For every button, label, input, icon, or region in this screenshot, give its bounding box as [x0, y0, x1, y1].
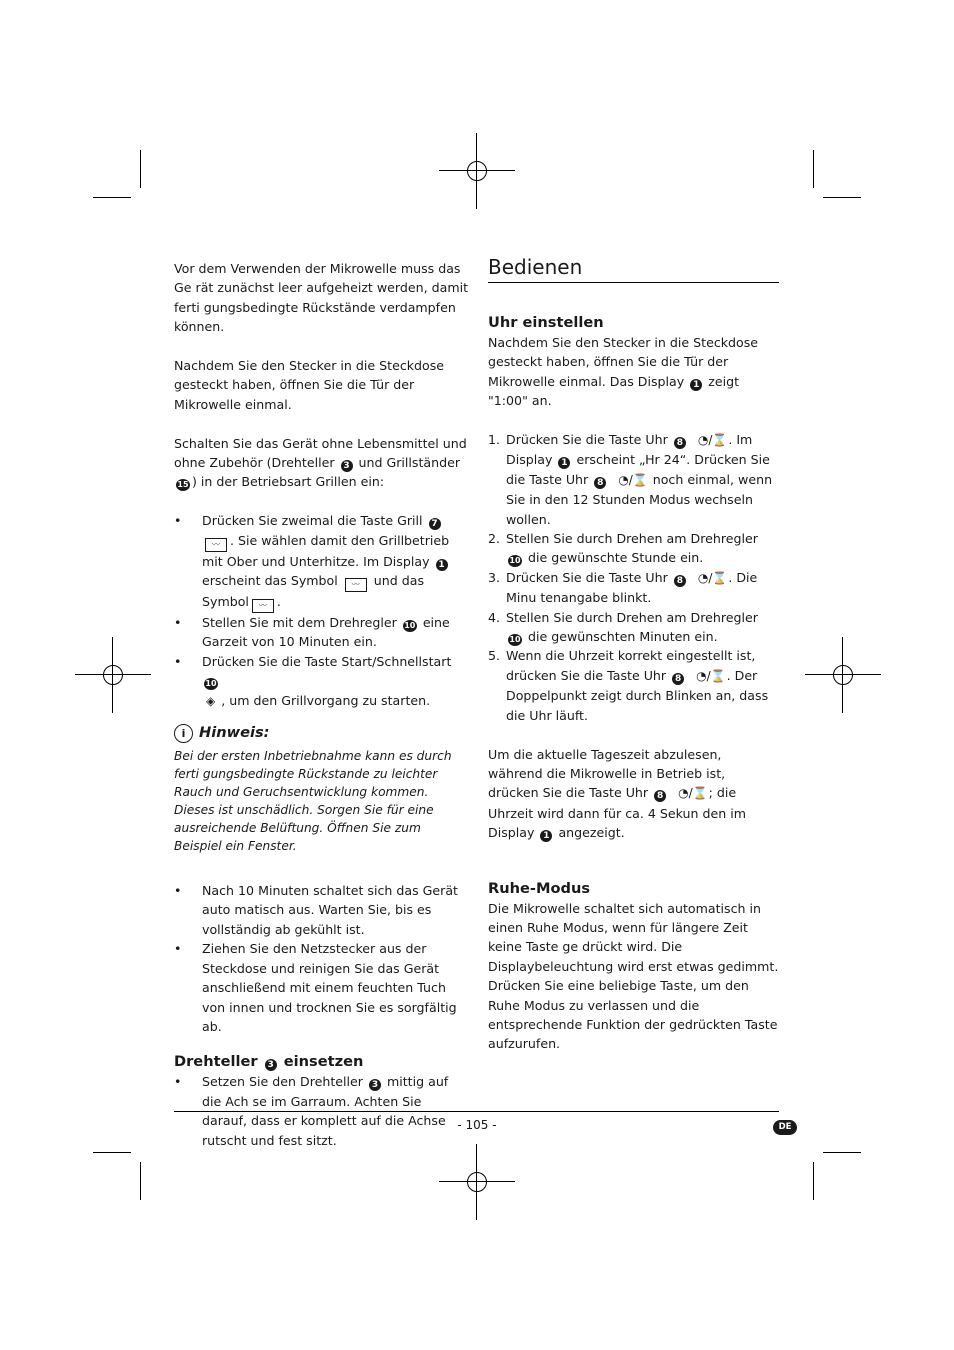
- note-heading: i Hinweis:: [174, 723, 469, 743]
- grill-icon: 〰: [205, 538, 227, 552]
- ref-badge-8: 8: [594, 477, 606, 489]
- list-item: 3. Drücken Sie die Taste Uhr 8 ◔/⌛. Die Minu tenangabe blinkt.: [488, 569, 758, 606]
- ref-badge-8: 8: [672, 673, 684, 685]
- section-heading: Drehteller 3 einsetzen: [174, 1053, 364, 1071]
- ref-badge-8: 8: [674, 575, 686, 587]
- paragraph: Um die aktuelle Tageszeit abzulesen, während die Mikrowelle in Betrieb ist, drücken Sie die Taste Uhr 8 ◔/⌛; die Uhrzeit wird dann für ca. 4 Sekun den im Display 1 angezeigt.: [488, 746, 746, 842]
- list-item: 2. Stellen Sie durch Drehen am Drehregler 10 die gewünschte Stunde ein.: [488, 531, 758, 566]
- grill-symbol-icon: 〰: [345, 578, 367, 592]
- ref-badge-3: 3: [341, 460, 353, 472]
- paragraph: Nachdem Sie den Stecker in die Steckdose gesteckt haben, öffnen Sie die Tür der Mikrowelle einmal. Das Display 1 zeigt "1:00" an.: [488, 335, 759, 409]
- clock-timer-icon: ◔/⌛: [696, 668, 726, 683]
- note-text: Bei der ersten Inbetriebnahme kann es durch ferti gungsbedingte Rückstande zu leichter Rauch und Geruchsentwicklung kommen. Dieses ist unschädlich. Sorgen Sie für eine ausreichende Belüftung. Öffnen Sie zum Beispiel ein Fenster.: [174, 749, 452, 854]
- clock-timer-icon: ◔/⌛: [697, 570, 728, 585]
- crop-mark: [93, 1152, 131, 1153]
- clock-timer-icon: ◔/⌛: [678, 786, 708, 801]
- list-item: • Drücken Sie zweimal die Taste Grill 7 〰 . Sie wählen damit den Grillbetrieb mit Ober und Unterhitze. Im Display 1 erscheint das Symbol 〰 und das Symbol 〰 .: [174, 511, 469, 613]
- start-icon: ◈: [206, 693, 216, 708]
- ref-badge-7: 7: [429, 518, 441, 530]
- ref-badge-1: 1: [690, 379, 702, 391]
- list-item: • Nach 10 Minuten schaltet sich das Gerät auto matisch aus. Warten Sie, bis es vollständig ab gekühlt ist.: [174, 881, 469, 939]
- chapter-title: Bedienen: [488, 254, 779, 283]
- paragraph: Vor dem Verwenden der Mikrowelle muss das Ge rät zunächst leer aufgeheizt werden, damit ferti gungsbedingte Rückstände verdampfen können.: [174, 261, 469, 335]
- list-item: • Drücken Sie die Taste Start/Schnellstart 10 ◈ , um den Grillvorgang zu starten.: [174, 652, 469, 711]
- crop-mark: [813, 150, 814, 188]
- ref-badge-1: 1: [436, 559, 448, 571]
- left-column: [174, 259, 469, 1150]
- ref-badge-10: 10: [205, 679, 217, 689]
- instruction-list: [174, 881, 469, 1036]
- instruction-list: [174, 511, 469, 711]
- clock-timer-icon: ◔/⌛: [618, 472, 648, 487]
- list-item: 5. Wenn die Uhrzeit korrekt eingestellt ist, drücken Sie die Taste Uhr 8 ◔/⌛. Der Doppelpunkt zeigt durch Blinken an, dass die Uhr läuft.: [488, 648, 769, 723]
- list-item: • Ziehen Sie den Netzstecker aus der Steckdose und reinigen Sie das Gerät anschließend mit einem feuchten Tuch von innen und trocknen Sie es sorgfältig ab.: [174, 939, 469, 1036]
- ref-badge-1: 1: [558, 457, 570, 469]
- registration-mark-right: [805, 637, 881, 713]
- page-number: - 105 -: [457, 1118, 497, 1132]
- registration-mark-left: [75, 637, 151, 713]
- registration-mark-bottom: [439, 1144, 515, 1220]
- footer-divider: [174, 1111, 779, 1112]
- ref-badge-10: 10: [509, 556, 521, 566]
- list-item: 4. Stellen Sie durch Drehen am Drehregler 10 die gewünschten Minuten ein.: [488, 609, 758, 645]
- crop-mark: [140, 150, 141, 188]
- ref-badge-10: 10: [509, 635, 521, 645]
- ref-badge-3: 3: [265, 1059, 277, 1071]
- ref-badge-1: 1: [540, 830, 552, 842]
- clock-timer-icon: ◔/⌛: [697, 433, 728, 448]
- ref-badge-15: 15: [177, 480, 189, 490]
- ref-badge-8: 8: [674, 437, 686, 449]
- crop-mark: [813, 1162, 814, 1200]
- grill-wave-icon: 〰: [252, 599, 274, 613]
- ref-badge-3: 3: [369, 1079, 381, 1091]
- crop-mark: [823, 197, 861, 198]
- ref-badge-8: 8: [654, 790, 666, 802]
- list-item: • Stellen Sie mit dem Drehregler 10 eine Garzeit von 10 Minuten ein.: [174, 613, 469, 652]
- paragraph: Schalten Sie das Gerät ohne Lebensmittel und ohne Zubehör (Drehteller 3 und Grillständer 15 ) in der Betriebsart Grillen ein:: [174, 435, 467, 490]
- crop-mark: [823, 1152, 861, 1153]
- language-badge: DE: [773, 1120, 797, 1135]
- list-item: • Setzen Sie den Drehteller 3 mittig auf die Ach se im Garraum. Achten Sie darauf, dass er komplett auf die Achse rutscht und fest sitzt.: [174, 1072, 469, 1150]
- steps-list: [488, 430, 779, 725]
- section-heading: Ruhe-Modus: [488, 879, 591, 897]
- list-item: 1. Drücken Sie die Taste Uhr 8 ◔/⌛. Im Display 1 erscheint „Hr 24“. Drücken Sie die Taste Uhr 8 ◔/⌛ noch einmal, wenn Sie in den 12 Stunden Modus wechseln wollen.: [488, 432, 773, 527]
- paragraph: Nachdem Sie den Stecker in die Steckdose gesteckt haben, öffnen Sie die Tür der Mikrowelle einmal.: [174, 358, 445, 412]
- info-icon: i: [174, 724, 193, 743]
- ref-badge-10: 10: [404, 621, 416, 631]
- crop-mark: [140, 1162, 141, 1200]
- right-column: [488, 250, 779, 1054]
- paragraph: Die Mikrowelle schaltet sich automatisch in einen Ruhe Modus, wenn für längere Zeit keine Taste ge drückt wird. Die Displaybeleuchtung wird erst etwas gedimmt. Drücken Sie eine beliebige Taste, um den Ruhe Modus zu verlassen und die entsprechende Funktion der gedrückten Taste aufzurufen.: [488, 900, 779, 1052]
- section-heading: Uhr einstellen: [488, 314, 604, 331]
- registration-mark-top: [439, 133, 515, 209]
- crop-mark: [93, 197, 131, 198]
